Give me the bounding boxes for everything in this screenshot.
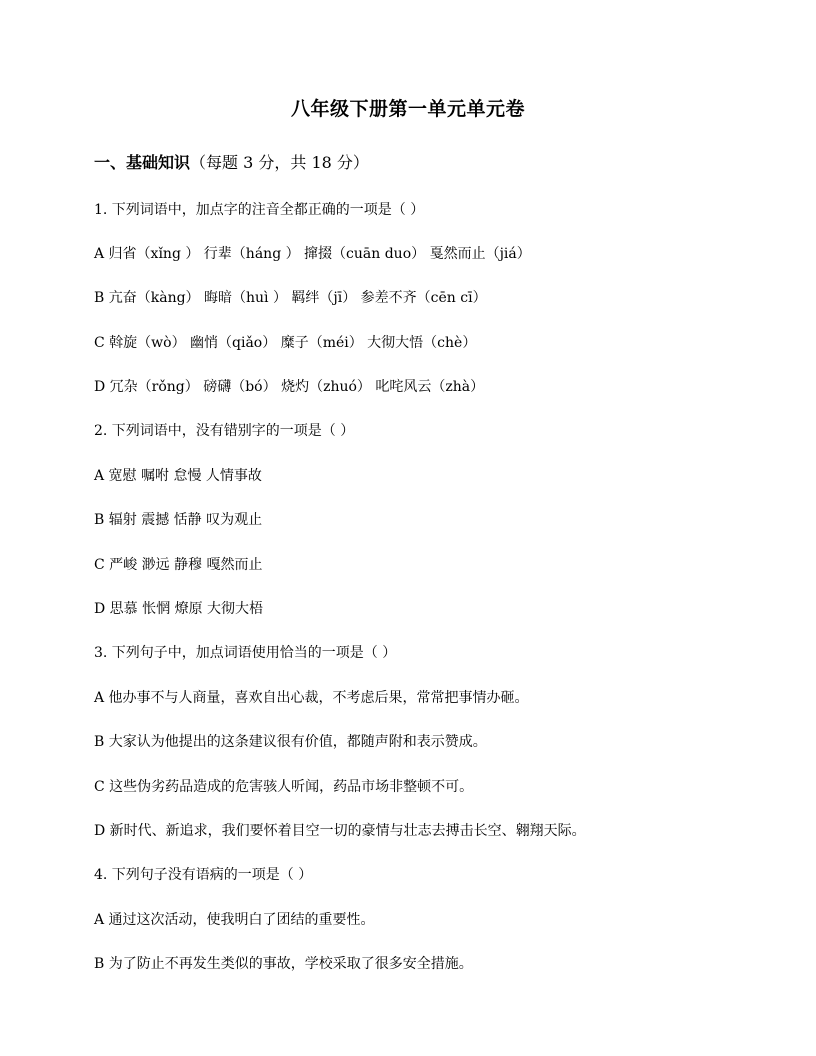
question-2-option-a: A 宽慰 嘱咐 怠慢 人情事故: [94, 468, 262, 484]
question-3-option-b: B 大家认为他提出的这条建议很有价值，都随声附和表示赞成。: [94, 734, 487, 750]
question-3-option-a: A 他办事不与人商量，喜欢自出心裁，不考虑后果，常常把事情办砸。: [94, 690, 529, 706]
question-2-option-b: B 辐射 震撼 恬静 叹为观止: [94, 512, 263, 528]
question-3-option-c: C 这些伪劣药品造成的危害骇人听闻，药品市场非整顿不可。: [94, 779, 474, 795]
section-heading-note: （每题 3 分，共 18 分）: [190, 153, 369, 172]
question-1-option-a: A 归省（xǐng ） 行辈（háng ） 撺掇（cuān duo） 戛然而止（jiá）: [94, 246, 531, 262]
question-4-option-a: A 通过这次活动，使我明白了团结的重要性。: [94, 912, 375, 928]
question-1-option-c: C 斡旋（wò） 幽悄（qiǎo） 糜子（méi） 大彻大悟（chè）: [94, 335, 477, 351]
section-heading-title: 一、基础知识: [94, 153, 191, 172]
question-1: 1. 下列词语中，加点字的注音全都正确的一项是（ ）: [94, 202, 425, 218]
question-3: 3. 下列句子中，加点词语使用恰当的一项是（ ）: [94, 645, 397, 661]
section-heading: [94, 150, 369, 173]
question-4-option-b: B 为了防止不再发生类似的事故，学校采取了很多安全措施。: [94, 956, 473, 972]
question-2: 2. 下列词语中，没有错别字的一项是（ ）: [94, 423, 355, 439]
question-4: 4. 下列句子没有语病的一项是（ ）: [94, 867, 313, 883]
question-3-option-d: D 新时代、新追求，我们要怀着目空一切的豪情与壮志去搏击长空、翱翔天际。: [94, 823, 586, 839]
document-title: 八年级下册第一单元单元卷: [290, 98, 525, 120]
question-1-option-d: D 冗杂（rǒng） 磅礴（bó） 烧灼（zhuó） 叱咤风云（zhà）: [94, 379, 485, 395]
question-1-option-b: B 亢奋（kàng） 晦暗（huì ） 羁绊（jī） 参差不齐（cēn cī）: [94, 290, 487, 306]
question-2-option-d: D 思慕 怅惘 燎原 大彻大梧: [94, 601, 264, 617]
question-2-option-c: C 严峻 渺远 静穆 嘎然而止: [94, 557, 263, 573]
